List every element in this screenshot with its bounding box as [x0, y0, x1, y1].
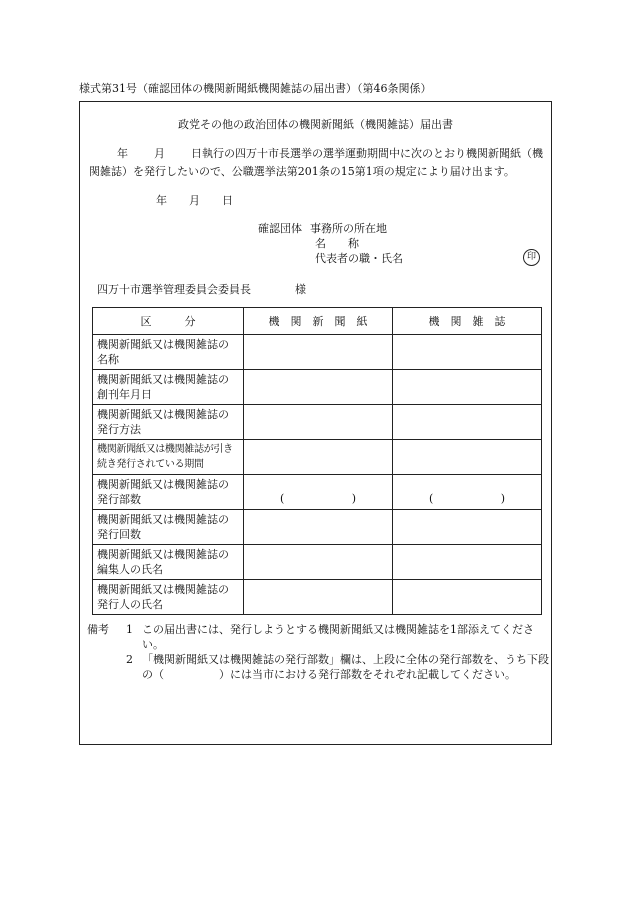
- table-row: [93, 580, 542, 615]
- remark-text: この届出書には、発行しようとする機関新聞紙又は機関雑誌を1部添えてください。: [142, 623, 534, 651]
- row-label: 機関新聞紙又は機関雑誌が引き続き発行されている期間: [93, 440, 244, 475]
- paren-open: (: [280, 492, 285, 505]
- date-year: 年: [156, 194, 167, 207]
- row-label: 機関新聞紙又は機関雑誌の創刊年月日: [93, 370, 244, 405]
- magazine-method-cell[interactable]: [393, 405, 542, 440]
- intro-text: 日執行の四万十市長選挙の選挙運動期間中に次のとおり機関新聞紙（機関雑誌）を発行したいので、公職選挙法第201条の15第1項の規定により届け出ます。: [89, 147, 543, 178]
- intro-month: 月: [154, 147, 165, 160]
- intro-paragraph: [89, 145, 547, 181]
- table-row: [93, 440, 542, 475]
- table-row: [93, 475, 542, 510]
- table-row: [93, 335, 542, 370]
- paren-close: ): [351, 492, 356, 505]
- form-caption: 様式第31号（確認団体の機関新聞紙機関雑誌の届出書）（第46条関係）: [79, 82, 432, 95]
- remarks: [87, 622, 549, 682]
- table-header-row: [93, 308, 542, 335]
- representative-label: 代表者の職・氏名: [315, 252, 403, 265]
- header-magazine: 機 関 雑 誌: [393, 308, 542, 335]
- intro-year: 年: [117, 147, 128, 160]
- remark-item: [87, 622, 549, 652]
- newspaper-period-cell[interactable]: [244, 440, 393, 475]
- newspaper-founded-cell[interactable]: [244, 370, 393, 405]
- magazine-publisher-cell[interactable]: [393, 580, 542, 615]
- form-title: 政党その他の政治団体の機関新聞紙（機関雑誌）届出書: [178, 118, 453, 131]
- address-label: 事務所の所在地: [310, 222, 387, 235]
- form-frame: [79, 101, 552, 745]
- paren-open: (: [429, 492, 434, 505]
- details-table: [92, 307, 542, 615]
- remark-text: 「機関新聞紙又は機関雑誌の発行部数」欄は、上段に全体の発行部数を、うち下段の（ ）には当市における発行部数をそれぞれ記載してください。: [142, 653, 549, 681]
- table-row: [93, 545, 542, 580]
- newspaper-publisher-cell[interactable]: [244, 580, 393, 615]
- row-label: 機関新聞紙又は機関雑誌の発行人の氏名: [93, 580, 244, 615]
- row-label: 機関新聞紙又は機関雑誌の発行方法: [93, 405, 244, 440]
- date-month: 月: [189, 194, 200, 207]
- table-row: [93, 510, 542, 545]
- row-label: 機関新聞紙又は機関雑誌の編集人の氏名: [93, 545, 244, 580]
- newspaper-name-cell[interactable]: [244, 335, 393, 370]
- magazine-period-cell[interactable]: [393, 440, 542, 475]
- remark-item: [87, 652, 549, 682]
- magazine-name-cell[interactable]: [393, 335, 542, 370]
- magazine-circulation-cell[interactable]: [393, 475, 542, 510]
- remark-number: 1: [126, 623, 133, 636]
- addressee-suffix: 様: [295, 283, 306, 296]
- newspaper-method-cell[interactable]: [244, 405, 393, 440]
- magazine-frequency-cell[interactable]: [393, 510, 542, 545]
- row-label: 機関新聞紙又は機関雑誌の名称: [93, 335, 244, 370]
- name-label: 名 称: [315, 237, 359, 250]
- newspaper-circulation-cell[interactable]: [244, 475, 393, 510]
- header-category: 区 分: [93, 308, 244, 335]
- applicant-block: [258, 221, 403, 266]
- magazine-founded-cell[interactable]: [393, 370, 542, 405]
- submission-date: [156, 192, 233, 208]
- date-day: 日: [222, 194, 233, 207]
- org-label: 確認団体: [258, 222, 302, 235]
- table-row: [93, 370, 542, 405]
- addressee: [97, 281, 306, 297]
- row-label: 機関新聞紙又は機関雑誌の発行回数: [93, 510, 244, 545]
- header-newspaper: 機 関 新 聞 紙: [244, 308, 393, 335]
- remark-number: 2: [126, 653, 133, 666]
- newspaper-frequency-cell[interactable]: [244, 510, 393, 545]
- magazine-editor-cell[interactable]: [393, 545, 542, 580]
- newspaper-editor-cell[interactable]: [244, 545, 393, 580]
- table-row: [93, 405, 542, 440]
- row-label: 機関新聞紙又は機関雑誌の発行部数: [93, 475, 244, 510]
- addressee-name: 四万十市選挙管理委員会委員長: [97, 283, 251, 296]
- remarks-heading: 備考: [87, 623, 109, 636]
- paren-close: ): [500, 492, 505, 505]
- seal-mark: 印: [523, 249, 540, 266]
